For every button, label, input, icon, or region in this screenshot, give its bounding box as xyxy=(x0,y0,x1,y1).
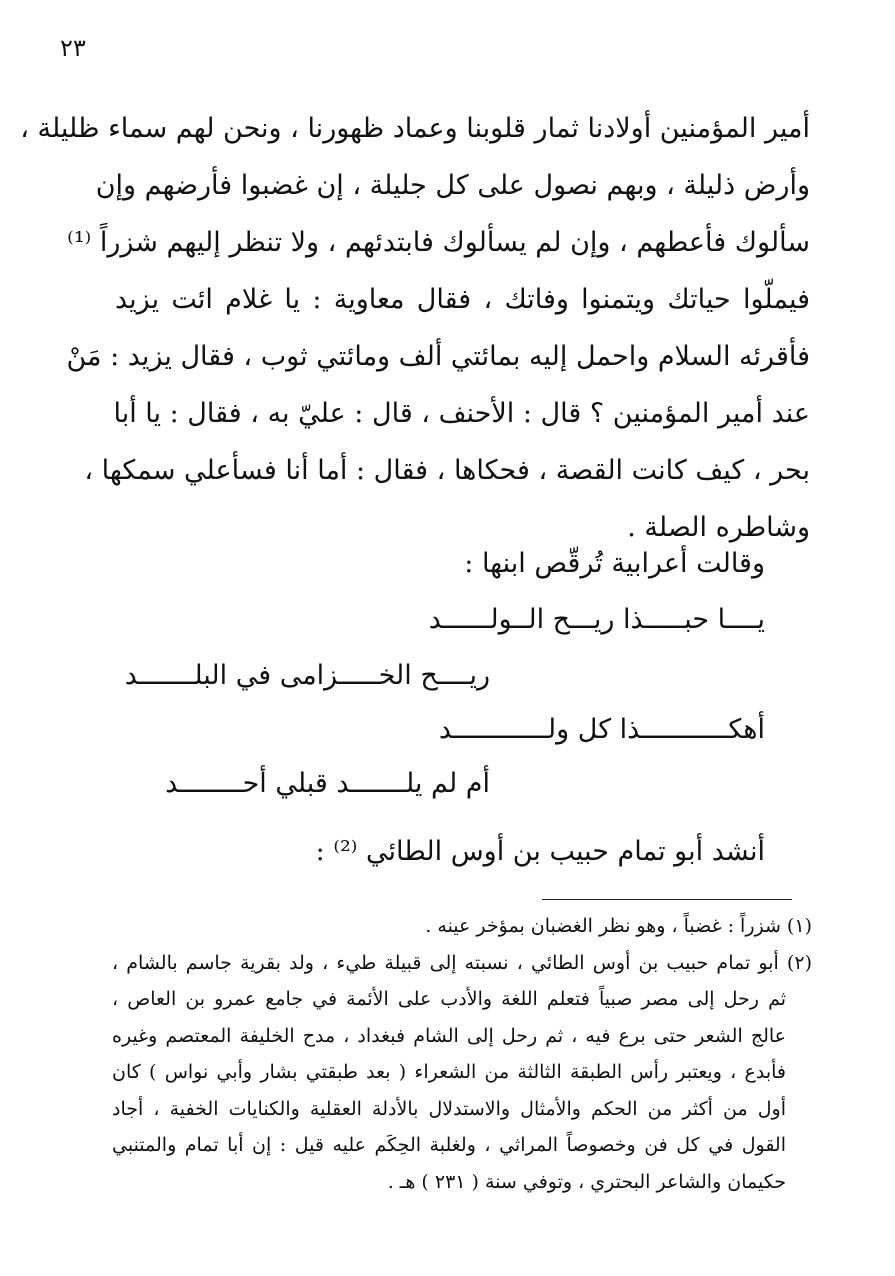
body-line: فأقرئه السلام واحمل إليه بمائتي ألف ومائتي ثوب ، فقال يزيد : مَنْ xyxy=(66,341,810,372)
body-line: عند أمير المؤمنين ؟ قال : الأحنف ، قال : عليّ به ، فقال : يا أبا xyxy=(113,398,810,429)
footnote-line: أول من أكثر من الحكم والأمثال والاستدلال بالأدلة العقلية والكنايات الخفية ، أجاد xyxy=(112,1097,786,1120)
body-line: أمير المؤمنين أولادنا ثمار قلوبنا وعماد ظهورنا ، ونحن لهم سماء ظليلة ، xyxy=(20,113,810,144)
footnote-line: (١) شزراً : غضباً ، وهو نظر الغضبان بمؤخر عينه . xyxy=(425,915,812,937)
footnote-line: (٢) أبو تمام حبيب بن أوس الطائي ، نسبته إلى قبيلة طيء ، ولد بقرية جاسم بالشام ، xyxy=(112,951,812,974)
verse-line: أهكـــــــــــذا كل ولــــــــــــد xyxy=(438,714,765,745)
verse-intro: وقالت أعرابية تُرقّص ابنها : xyxy=(464,548,765,579)
body-line: وشاطره الصلة . xyxy=(627,512,810,543)
page-number: ٢٣ xyxy=(60,34,86,62)
footnote-line: القول في كل فن وخصوصاً المراثي ، ولغلبة الحِكَم عليه قيل : إن أبا تمام والمتنبي xyxy=(112,1134,786,1156)
footnote-line: فأبدع ، ويعتبر رأس الطبقة الثالثة من الشعراء ( بعد طبقتي بشار وأبي نواس ) كان xyxy=(112,1061,786,1083)
footnotes xyxy=(112,908,812,1200)
footnote-line: حكيمان والشاعر البحتري ، وتوفي سنة ( ٢٣١ ) هـ . xyxy=(387,1170,786,1193)
verse-line: يــــا حبـــــذا ريـــح الــولــــــد xyxy=(428,604,765,635)
body-line: فيملّوا حياتك ويتمنوا وفاتك ، فقال معاوية : يا غلام ائت يزيد xyxy=(115,284,810,315)
verse-line: ريــــح الخـــــزامى في البلـــــــد xyxy=(124,660,490,691)
body-line: سألوك فأعطهم ، وإن لم يسألوك فابتدئهم ، ولا تنظر إليهم شزراً ⁽¹⁾ xyxy=(67,227,810,258)
body-line: بحر ، كيف كانت القصة ، فحكاها ، فقال : أما أنا فسأعلي سمكها ، xyxy=(84,455,810,486)
footnote-line: عالج الشعر حتى برع فيه ، ثم رحل إلى الشام فبغداد ، مدح الخليفة المعتصم وغيره xyxy=(112,1024,786,1047)
verse-line: أم لم يلـــــــد قبلي أحــــــــد xyxy=(165,768,490,799)
verse-closing: أنشد أبو تمام حبيب بن أوس الطائي ⁽²⁾ : xyxy=(315,836,765,867)
body-paragraph xyxy=(20,100,810,556)
footnote-divider xyxy=(542,899,792,900)
footnote-line: ثم رحل إلى مصر صبياً فتعلم اللغة والأدب على الأئمة في جامع عمرو بن العاص ، xyxy=(112,988,786,1010)
body-line: وأرض ذليلة ، وبهم نصول على كل جليلة ، إن غضبوا فأرضهم وإن xyxy=(95,170,810,201)
